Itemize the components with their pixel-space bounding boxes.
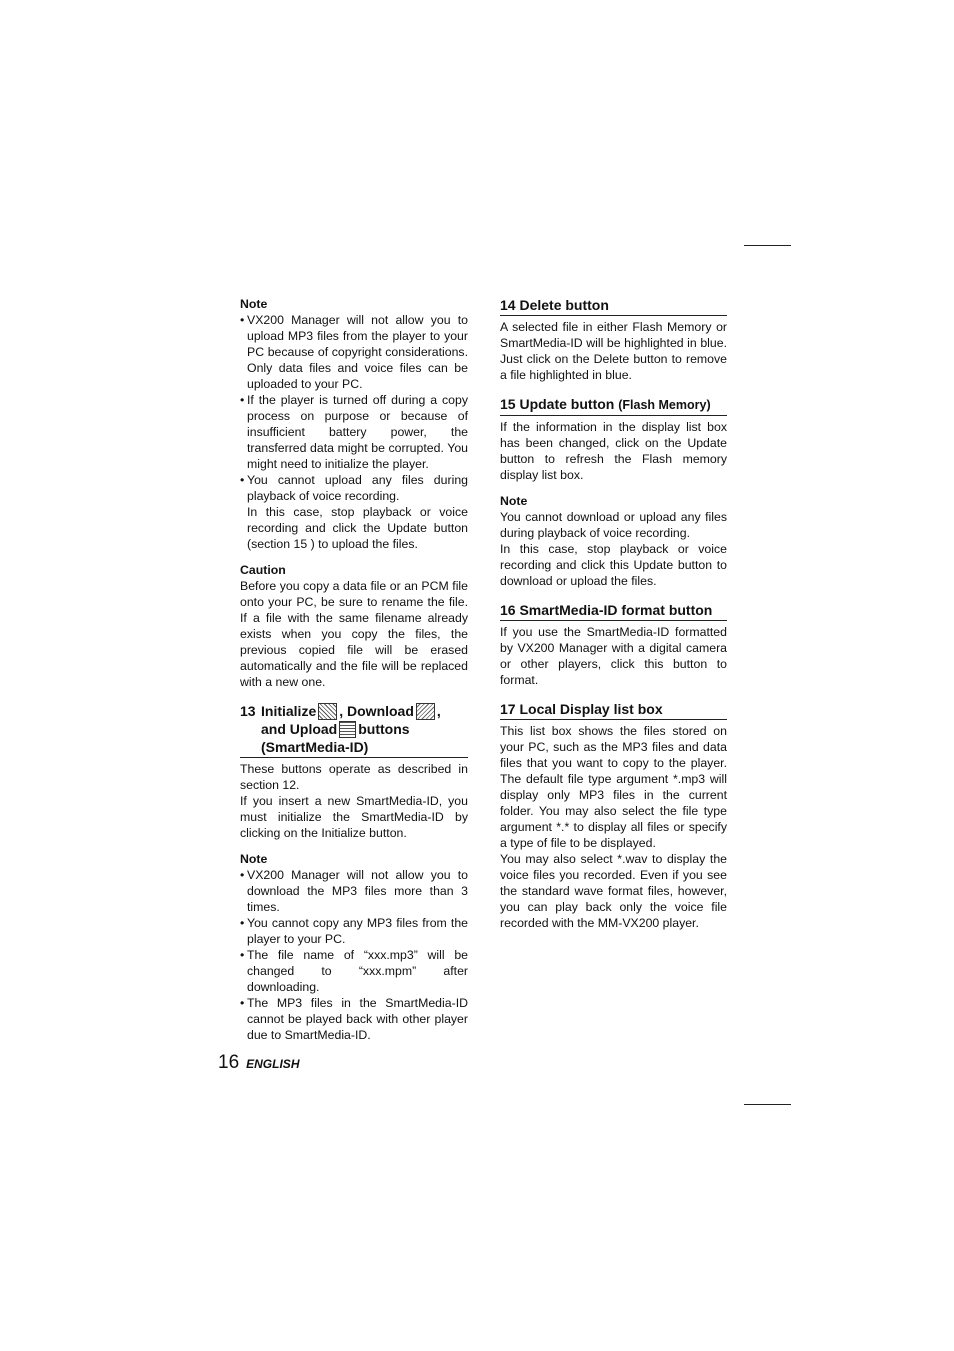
list-item: • The MP3 files in the SmartMedia-ID cannot be played back with other player due to SmartMedia-ID. bbox=[240, 996, 468, 1042]
list-item-continuation: In this case, stop playback or voice recording and click the Update button (section 15 ) to upload the files. bbox=[247, 505, 468, 551]
caution-text: Before you copy a data file or an PCM file onto your PC, be sure to rename the file. If a file with the same filename already exists when you copy the files, the previous copied file will be erased automatically and the file will be replaced with a new one. bbox=[240, 579, 468, 689]
initialize-button-icon bbox=[318, 703, 337, 720]
note-label: Note bbox=[240, 852, 268, 866]
list-item: • VX200 Manager will not allow you to download the MP3 files more than 3 times. bbox=[240, 868, 468, 914]
list-item: • If the player is turned off during a copy process on purpose or because of insufficient battery power, the transferred data might be corrupted. You might need to initialize the player. bbox=[240, 393, 468, 471]
page-number: 16 bbox=[218, 1052, 240, 1073]
list-item: • The file name of “xxx.mp3” will be changed to “xxx.mpm” after downloading. bbox=[240, 948, 468, 994]
note-text-1: You cannot download or upload any files during playback of voice recording. bbox=[500, 510, 727, 540]
section-15-heading: 15 Update button (Flash Memory) bbox=[500, 395, 727, 416]
crop-mark-bottom bbox=[744, 1104, 791, 1105]
section-13-text-2: If you insert a new SmartMedia-ID, you must initialize the SmartMedia-ID by clicking on the Initialize button. bbox=[240, 794, 468, 840]
upload-button-icon bbox=[339, 721, 356, 738]
caution-label: Caution bbox=[240, 563, 286, 577]
section-17-text-2: You may also select *.wav to display the voice files you recorded. Even if you see the standard wave format files, however, you can play back only the voice file recorded with the MM-VX200 player. bbox=[500, 852, 727, 930]
section-17-text-1: This list box shows the files stored on your PC, such as the MP3 files and data files that you want to copy to the player. The default file type argument *.mp3 will display only MP3 files in the current folder. You may also select the file type argument *.* to display all files or specify a type of file to be displayed. bbox=[500, 724, 727, 850]
list-item: • You cannot copy any MP3 files from the player to your PC. bbox=[240, 916, 468, 946]
left-column bbox=[240, 296, 468, 1043]
note-text-2: In this case, stop playback or voice recording and click this Update button to download or upload the files. bbox=[500, 542, 727, 588]
language-label: ENGLISH bbox=[246, 1057, 300, 1071]
right-column bbox=[500, 296, 727, 931]
section-13-heading: 13 Initialize , Download , and Upload buttons (SmartMedia-ID) bbox=[240, 702, 468, 758]
crop-mark-top bbox=[744, 245, 791, 246]
section-13-text-1: These buttons operate as described in section 12. bbox=[240, 762, 468, 792]
note-label: Note bbox=[240, 297, 268, 311]
list-item: • You cannot upload any files during playback of voice recording. bbox=[240, 473, 468, 503]
download-button-icon bbox=[416, 703, 435, 720]
section-16-heading: 16 SmartMedia-ID format button bbox=[500, 601, 727, 621]
section-15-text: If the information in the display list box has been changed, click on the Update button to refresh the Flash memory display list box. bbox=[500, 420, 727, 482]
page-footer bbox=[218, 1052, 299, 1074]
section-16-text: If you use the SmartMedia-ID formatted by VX200 Manager with a digital camera or other players, click this button to format. bbox=[500, 625, 727, 687]
section-17-heading: 17 Local Display list box bbox=[500, 700, 727, 720]
note-label: Note bbox=[500, 494, 528, 508]
list-item: • VX200 Manager will not allow you to upload MP3 files from the player to your PC because of copyright considerations. Only data files and voice files can be uploaded to your PC. bbox=[240, 313, 468, 391]
section-14-text: A selected file in either Flash Memory or SmartMedia-ID will be highlighted in blue. Just click on the Delete button to remove a file highlighted in blue. bbox=[500, 320, 727, 382]
section-14-heading: 14 Delete button bbox=[500, 296, 727, 316]
